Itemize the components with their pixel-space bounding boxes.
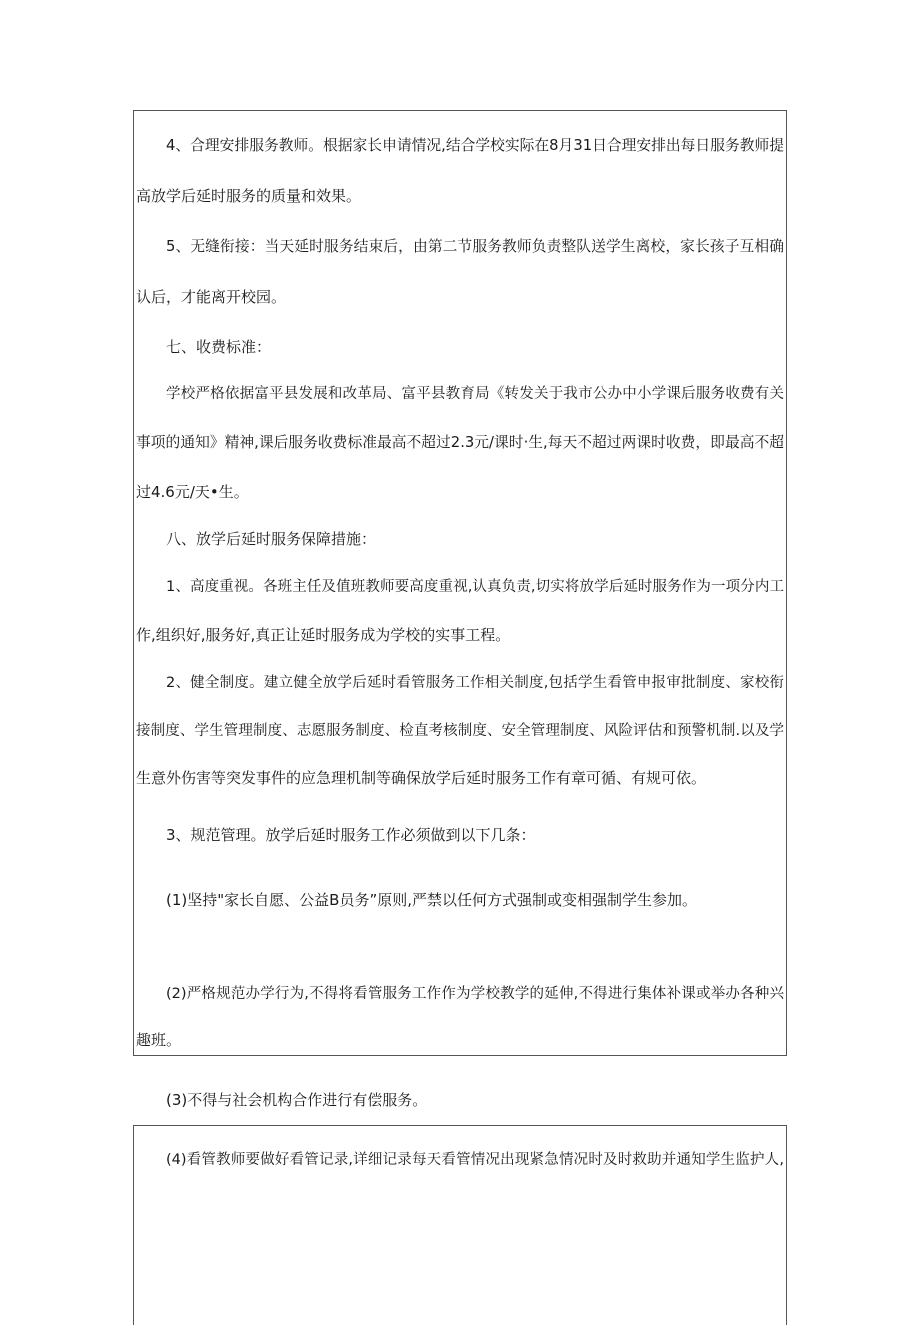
rule-4-line-1: (4)看管教师要做好看管记录,详细记录每天看管情况出现紧急情况时及时救助并通知学生监护人, [166,1152,784,1168]
fee-paragraph-line-3: 过4.6元/天•生。 [136,483,249,501]
measure-2-line-3: 生意外伤害等突发事件的应急理机制等确保放学后延时服务工作有章可循、有规可依。 [136,769,707,787]
rule-3: (3)不得与社会机构合作进行有偿服务。 [166,1091,428,1109]
paragraph-5-line-2: 认后，才能离开校园。 [136,288,287,306]
measure-1-line-2: 作,组织好,服务好,真正让延时服务成为学校的实事工程。 [136,626,511,644]
rule-2-line-1: (2)严格规范办学行为,不得将看管服务工作作为学校教学的延伸,不得进行集体补课或举办各种兴 [166,986,784,1002]
measure-2-line-1: 2、健全制度。建立健全放学后延时看管服务工作相关制度,包括学生看管申报审批制度、家校衔 [166,675,784,691]
rule-2-line-2: 趣班。 [136,1031,182,1049]
fee-paragraph-line-2: 事项的通知》精神,课后服务收费标准最高不超过2.3元/课时·生,每天不超过两课时收费，即最高不超 [136,434,784,451]
paragraph-4-line-1: 4、合理安排服务教师。根据家长申请情况,结合学校实际在8月31日合理安排出每日服务教师提 [166,137,784,154]
paragraph-5-line-1: 5、无缝衔接：当天延时服务结束后，由第二节服务教师负责整队送学生离校，家长孩子互相确 [166,238,784,255]
rule-1: (1)坚持"家长自愿、公益B员务”原则,严禁以任何方式强制或变相强制学生参加。 [166,891,697,909]
measure-3-heading: 3、规范管理。放学后延时服务工作必须做到以下几条： [166,826,536,844]
paragraph-4-line-2: 高放学后延时服务的质量和效果。 [136,187,362,205]
measure-2-line-2: 接制度、学生管理制度、志愿服务制度、检直考核制度、安全管理制度、风险评估和预警机制.以及学 [136,723,784,739]
measure-1-line-1: 1、高度重视。各班主任及值班教师要高度重视,认真负责,切实将放学后延时服务作为一项分内工 [166,579,784,595]
section-8-heading: 八、放学后延时服务保障措施： [166,530,377,548]
fee-paragraph-line-1: 学校严格依据富平县发展和改革局、富平县教育局《转发关于我市公办中小学课后服务收费有关 [166,386,784,402]
section-7-heading: 七、收费标准： [166,338,272,356]
